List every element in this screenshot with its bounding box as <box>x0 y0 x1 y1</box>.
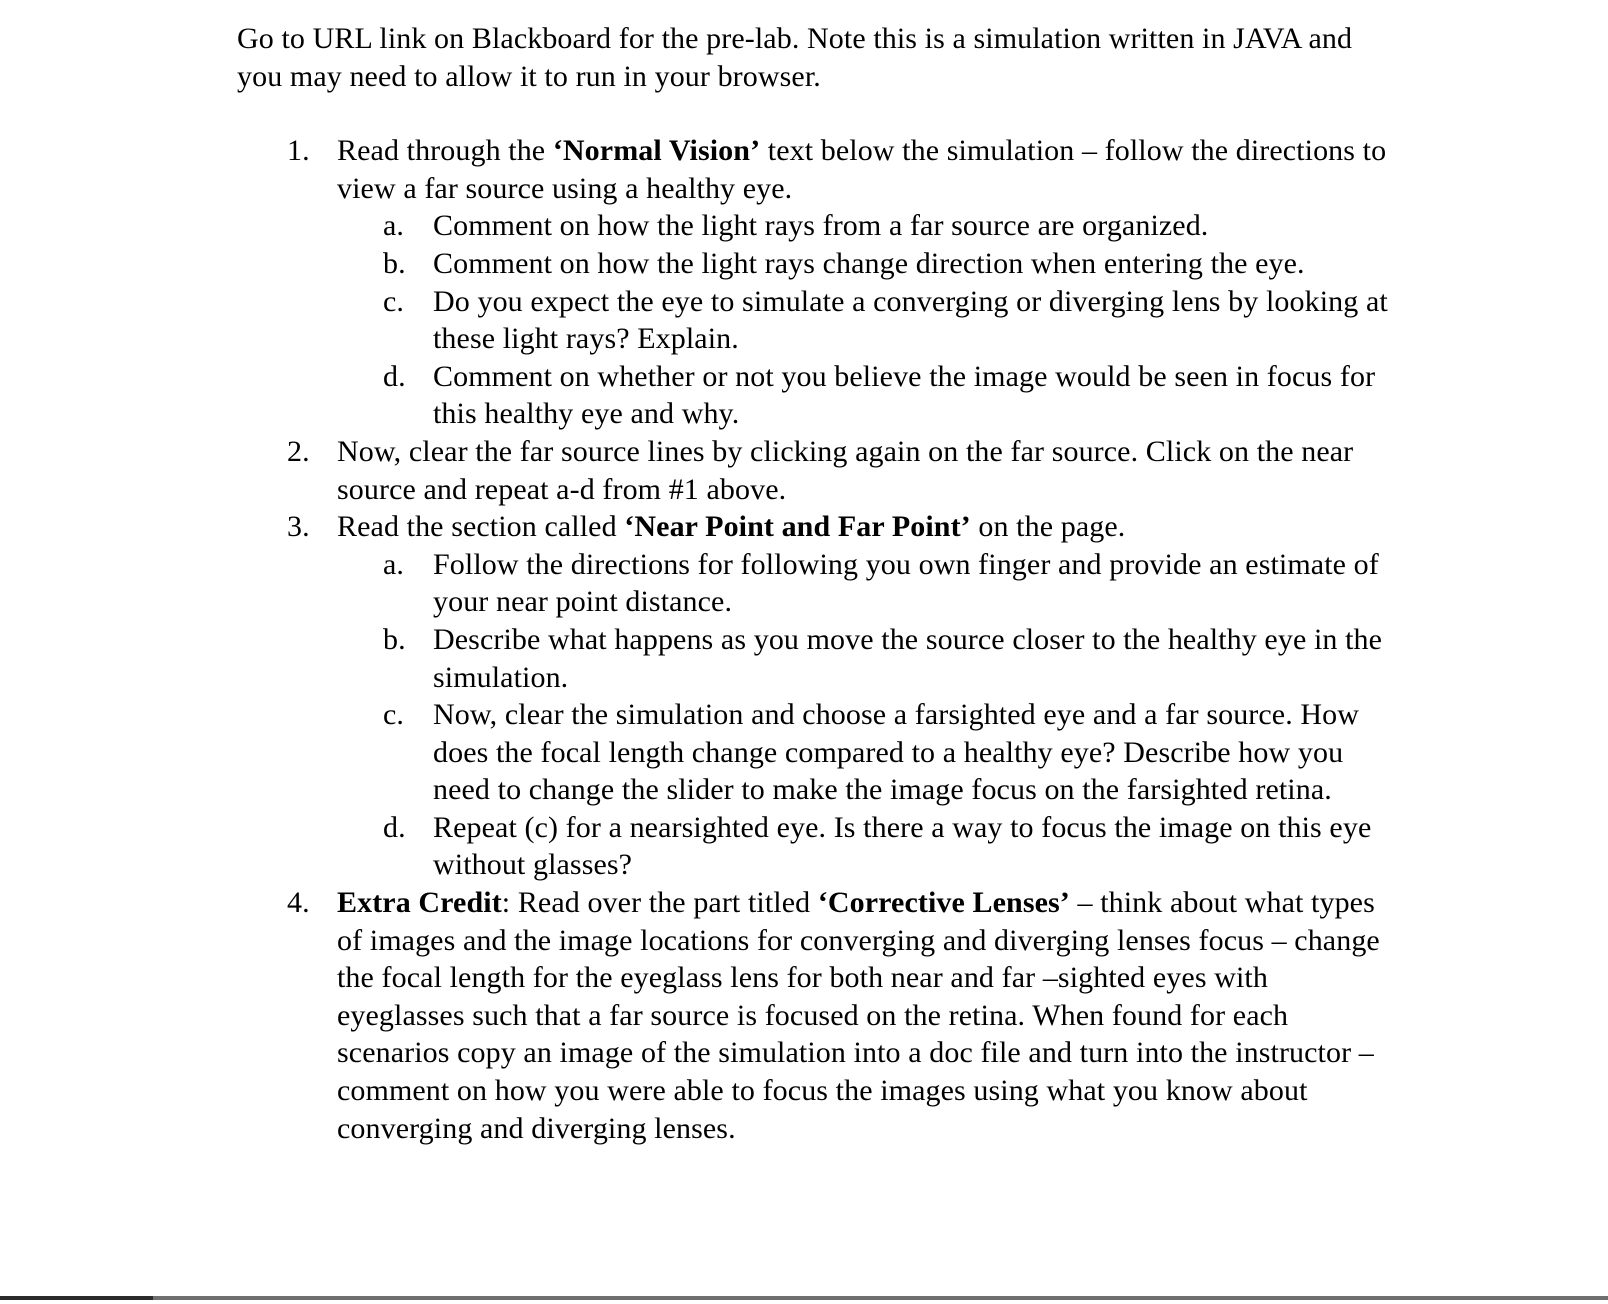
subitem-text <box>433 696 1393 809</box>
intro-paragraph: Go to URL link on Blackboard for the pre-lab. Note this is a simulation written in JAVA and you may need to allow it to run in your browser. <box>237 22 1353 93</box>
subitem-letter: d. <box>383 359 406 393</box>
subitem-row-c <box>237 283 1447 358</box>
item-text <box>337 508 1125 546</box>
list-item-3 <box>237 508 1447 884</box>
bold-run: ‘Normal Vision’ <box>552 134 761 168</box>
subitem-row-a <box>237 207 1447 245</box>
subitem-letter: d. <box>383 810 406 844</box>
text-run: Comment on how the light rays change direction when entering the eye. <box>433 246 1305 280</box>
text-run: text below the simulation – follow the directions to view a far source using a healthy eye. <box>337 134 1387 205</box>
subitem-text <box>433 546 1393 621</box>
bold-run: ‘Corrective Lenses’ <box>817 886 1070 920</box>
subitem-letter: a. <box>383 209 405 243</box>
text-run: on the page. <box>970 510 1126 544</box>
list-item-1 <box>237 132 1447 433</box>
item-text <box>337 132 1387 207</box>
subitem-letter: a. <box>383 547 405 581</box>
subitem-letter: c. <box>383 284 405 318</box>
subitem-row-c <box>237 696 1447 809</box>
subitem-row-b <box>237 621 1447 696</box>
subitem-row-d <box>237 809 1447 884</box>
horizontal-scrollbar-thumb[interactable] <box>0 1296 153 1300</box>
text-run: Repeat (c) for a nearsighted eye. Is there a way to focus the image on this eye without glasses? <box>433 810 1372 882</box>
subitem-row-d <box>237 358 1447 433</box>
item-row <box>237 132 1447 207</box>
text-run: Comment on how the light rays from a far source are organized. <box>433 209 1209 243</box>
text-run: Describe what happens as you move the source closer to the healthy eye in the simulation. <box>433 622 1383 694</box>
item-text <box>337 884 1387 1147</box>
subitem-text <box>433 283 1393 358</box>
item-row <box>237 884 1447 1147</box>
text-run: Comment on whether or not you believe the image would be seen in focus for this healthy eye and why. <box>433 359 1376 431</box>
subitem-row-b <box>237 245 1447 283</box>
text-run: Read through the <box>337 134 553 168</box>
bold-run: Extra Credit <box>337 886 502 920</box>
text-run: Now, clear the far source lines by clicking again on the far source. Click on the near source and repeat a-d from #1 above. <box>337 434 1354 506</box>
item-number: 3. <box>287 510 310 544</box>
instruction-list <box>237 132 1447 1147</box>
item-number: 2. <box>287 434 310 468</box>
text-run: – think about what types of images and the image locations for converging and diverging lenses focus – change the focal length for the eyeglass lens for both near and far –sighted eyes with eyeglasses such that a far source is focused on the retina. When found for each scenarios copy an image of the simulation into a doc file and turn into the instructor – comment on how you were able to focus the images using what you know about converging and diverging lenses. <box>337 886 1380 1145</box>
subitem-letter: b. <box>383 246 406 280</box>
text-run: Now, clear the simulation and choose a farsighted eye and a far source. How does the focal length change compared to a healthy eye? Describe how you need to change the slider to make the image focus on the farsighted retina. <box>433 698 1360 807</box>
subitem-text <box>433 809 1393 884</box>
subitem-text <box>433 621 1393 696</box>
horizontal-scrollbar-track[interactable] <box>0 1296 1608 1300</box>
subitem-letter: b. <box>383 622 406 656</box>
item-number: 1. <box>287 134 310 168</box>
text-run: Do you expect the eye to simulate a converging or diverging lens by looking at these light rays? Explain. <box>433 284 1388 356</box>
subitem-text <box>433 207 1208 245</box>
subitem-text <box>433 245 1305 283</box>
item-row <box>237 508 1447 546</box>
document-content <box>237 20 1447 1147</box>
list-item-2 <box>237 433 1447 508</box>
list-item-4 <box>237 884 1447 1147</box>
subitem-row-a <box>237 546 1447 621</box>
bold-run: ‘Near Point and Far Point’ <box>624 510 971 544</box>
subitem-letter: c. <box>383 698 405 732</box>
item-row <box>237 433 1447 508</box>
text-run: Follow the directions for following you own finger and provide an estimate of your near point distance. <box>433 547 1379 619</box>
item-text <box>337 433 1387 508</box>
item-number: 4. <box>287 886 310 920</box>
subitem-text <box>433 358 1393 433</box>
text-run: : Read over the part titled <box>501 886 818 920</box>
text-run: Read the section called <box>337 510 625 544</box>
